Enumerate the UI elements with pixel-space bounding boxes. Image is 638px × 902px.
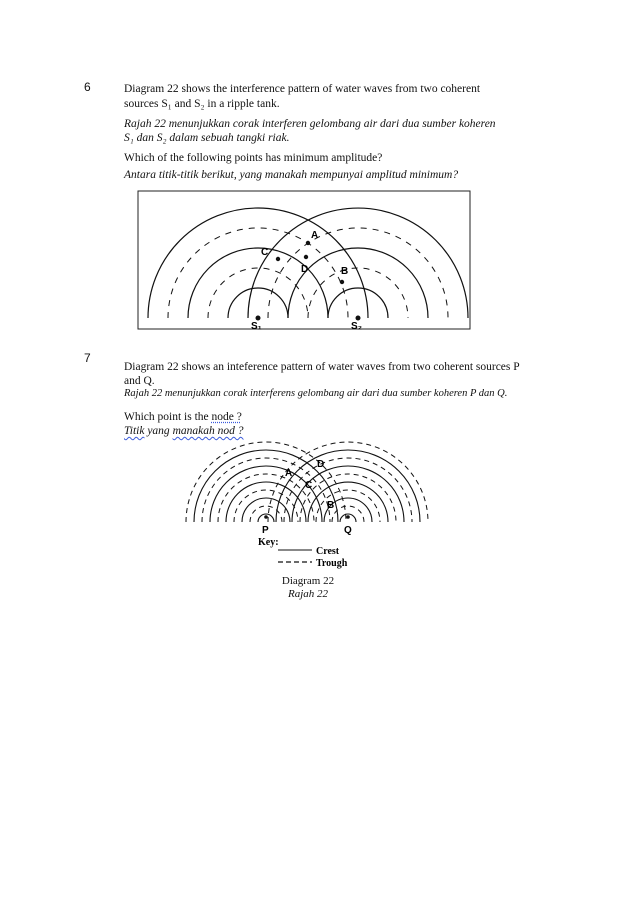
q6-text-ms-1: Rajah 22 menunjukkan corak interferen gelombang air dari dua sumber koheren: [124, 118, 496, 130]
q7-question-en-pre: Which point is the: [124, 411, 212, 423]
q7-key-title: Key:: [258, 537, 279, 548]
q7-caption-ms: Rajah 22: [287, 588, 329, 600]
q6-label-b: B: [341, 266, 349, 277]
q6-question-ms: Antara titik-titik berikut, yang manakah mempunyai amplitud minimum?: [124, 169, 459, 181]
q7-label-d: D: [317, 459, 325, 470]
q6-text-ms-2: S₁ dan S₂ dalam sebuah tangki riak.: [124, 132, 290, 144]
q6-label-s2: S₂: [351, 321, 363, 332]
q7-text-en-2: and Q.: [124, 375, 155, 387]
q7-question-ms-manakah: manakah: [172, 425, 215, 437]
q7-label-q: Q: [344, 525, 352, 536]
q7-key-crest-label: Crest: [316, 546, 340, 557]
q7-question-ms-titik: Titik: [124, 425, 145, 437]
q7-question-ms-yang: yang: [144, 425, 173, 437]
q7-key-trough-label: Trough: [316, 558, 348, 569]
q7-source-q-dot: [346, 515, 350, 519]
question-6-number: 6: [84, 80, 91, 94]
q7-label-p: P: [262, 525, 269, 536]
q7-question-ms-nod: nod ?: [214, 425, 244, 437]
q7-source-p-dot: [264, 515, 268, 519]
q7-label-b: B: [327, 500, 335, 511]
q7-text-ms: Rajah 22 menunjukkan corak interferens gelombang air dari dua sumber koheren P dan Q.: [124, 388, 508, 399]
question-7-number: 7: [84, 351, 91, 365]
q7-label-c: C: [305, 480, 313, 491]
q6-text-en-2: sources S₁ and S₂ in a ripple tank.: [124, 98, 280, 110]
q6-question-en: Which of the following points has minimum amplitude?: [124, 152, 383, 164]
q7-text-en-1: Diagram 22 shows an inteference pattern of water waves from two coherent sources P: [124, 361, 520, 373]
q7-question-en-node: node ?: [211, 411, 242, 423]
q6-label-c: C: [261, 247, 269, 258]
q7-caption-en: Diagram 22: [281, 575, 335, 587]
q6-label-s1: S₁: [251, 321, 262, 332]
q6-label-d: D: [301, 264, 309, 275]
q7-label-a: A: [285, 468, 293, 479]
q6-text-en-1: Diagram 22 shows the interference pattern of water waves from two coherent: [124, 83, 481, 95]
q6-label-a: A: [311, 230, 319, 241]
